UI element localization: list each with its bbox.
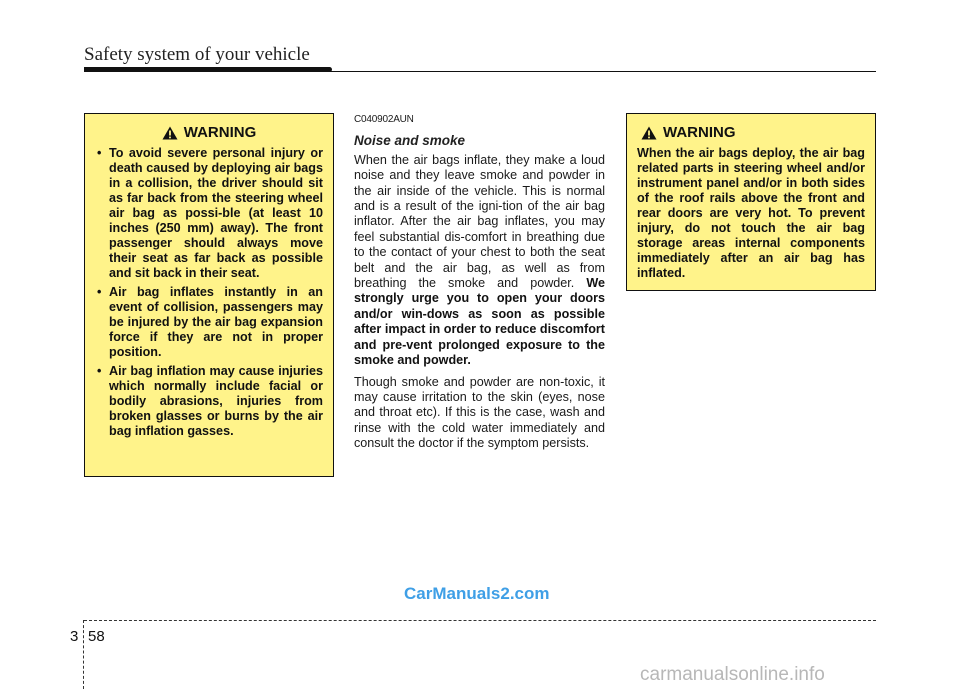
middle-column — [354, 112, 605, 458]
warning-text: When the air bags deploy, the air bag related parts in steering wheel and/or instrument panel and/or in both sides of the roof rails above the front and rear doors are very hot. To prevent injury, do not touch the air bag storage areas internal components immediately after an air bag has inflated. — [637, 146, 865, 280]
right-warning-heading — [641, 124, 865, 142]
warning-triangle-icon — [641, 126, 657, 140]
warning-triangle-icon — [162, 126, 178, 140]
page-number: 58 — [88, 628, 105, 645]
section-code: C040902AUN — [354, 114, 414, 125]
bottom-watermark: carmanualsonline.info — [640, 664, 825, 685]
warning-item: • Air bag inflation may cause injuries which normally include facial or bodily abrasions, injuries from broken glasses or burns by the air bag inflation gasses. — [95, 364, 323, 439]
left-warning-heading — [95, 124, 323, 142]
warning-item: • To avoid severe personal injury or death caused by deploying air bags in a collision, the driver should sit as far back from the steering wheel air bag as possi-ble (at least 10 inches (250 mm) away). The front passenger should always move their seat as far back as possible and sit back in their seat. — [95, 146, 323, 281]
left-warning-box — [84, 113, 334, 477]
warning-heading-text: WARNING — [663, 124, 736, 141]
page-header-title: Safety system of your vehicle — [84, 44, 310, 65]
paragraph-text: When the air bags inflate, they make a loud noise and they leave smoke and powder in the air inside of the vehicle. This is normal and is a result of the igni-tion of the air bag inflator. After the air bag inflates, you may feel substantial dis-comfort in breathing due to the contact of your chest to both the seat belt and the air bag, as well as from breathing the smoke and powder. — [354, 152, 605, 291]
right-warning-box — [626, 113, 876, 291]
section-subheading: Noise and smoke — [354, 133, 466, 149]
warning-item: • Air bag inflates instantly in an event of collision, passengers may be injured by the air bag expansion force if they are not in proper position. — [95, 285, 323, 360]
footer-rule — [84, 620, 876, 621]
watermark-link[interactable]: CarManuals2.com — [404, 584, 550, 603]
header-rule — [84, 71, 876, 72]
paragraph-emphasis: We strongly urge you to open your doors and/or win-dows as soon as possible after impact in order to reduce discomfort and pre-vent prolonged exposure to the smoke and powder. — [354, 276, 605, 368]
warning-list — [95, 146, 323, 439]
body-paragraph-1 — [354, 153, 605, 369]
chapter-number: 3 — [70, 628, 79, 645]
footer-divider — [83, 620, 84, 689]
warning-heading-text: WARNING — [183, 124, 257, 141]
body-paragraph-2: Though smoke and powder are non-toxic, it may cause irritation to the skin (eyes, nose and throat etc). If this is the case, wash and rinse with the cold water immediately and consult the doctor if the symptom persists. — [354, 374, 605, 451]
